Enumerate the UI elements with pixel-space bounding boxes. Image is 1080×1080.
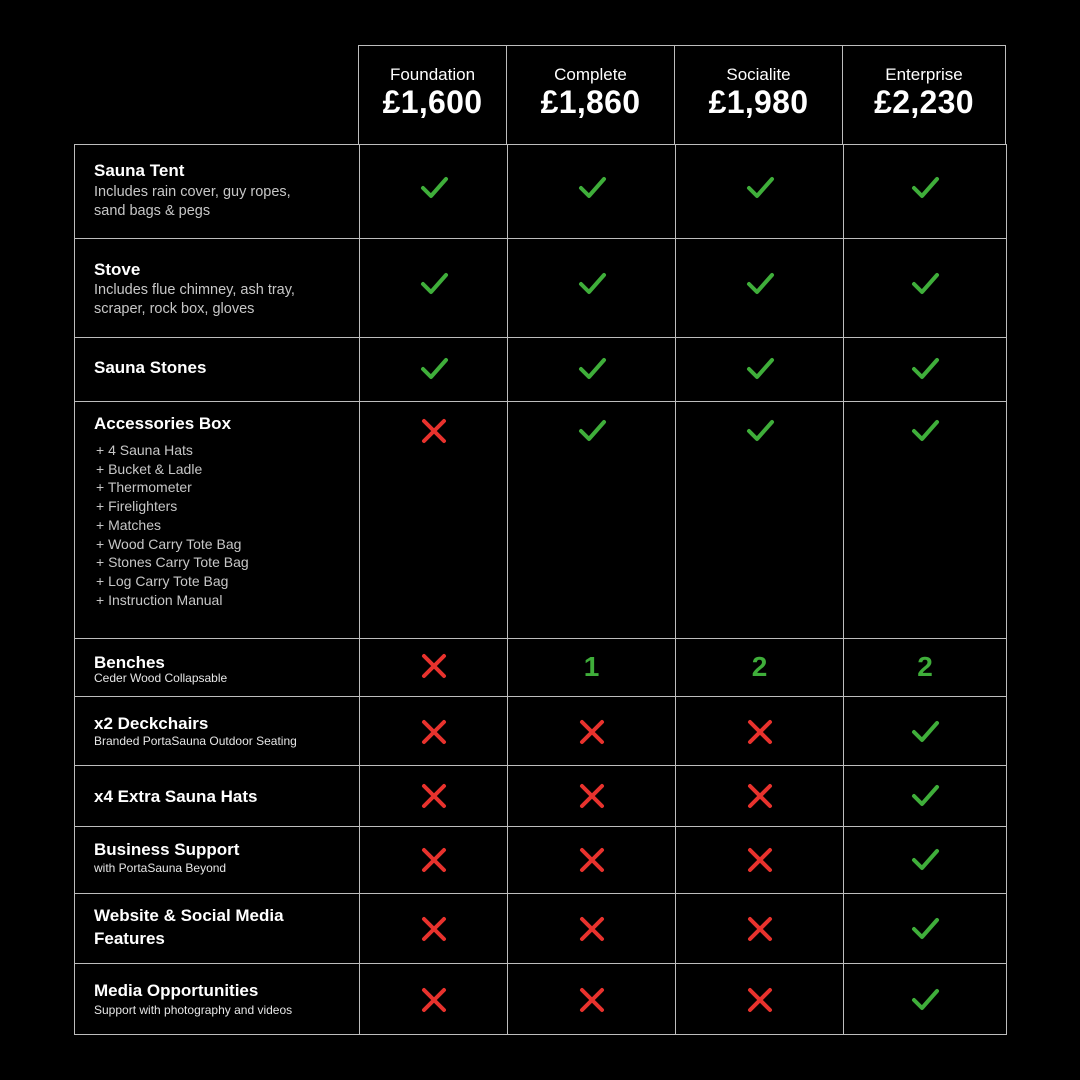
cross-icon: [419, 418, 449, 444]
cross-icon: [419, 783, 449, 809]
cross-icon: [577, 987, 607, 1013]
value-cell: [360, 964, 508, 1035]
list-item: + Matches: [96, 516, 161, 533]
value-cell: [676, 766, 844, 827]
cross-icon: [419, 719, 449, 745]
cross-icon: [745, 783, 775, 809]
value-cell: [508, 697, 676, 766]
cross-icon: [577, 783, 607, 809]
check-icon: [745, 418, 775, 444]
cross-icon: [419, 987, 449, 1013]
feature-subtitle: Branded PortaSauna Outdoor Seating: [94, 734, 297, 748]
value-cell: [844, 239, 1007, 338]
value-cell: [508, 639, 676, 697]
value-cell: [676, 639, 844, 697]
check-icon: [419, 175, 449, 201]
feature-label-cell: [75, 402, 360, 639]
cross-icon: [745, 916, 775, 942]
table-row: [75, 964, 1007, 1035]
value-cell: [360, 145, 508, 239]
feature-title: Accessories Box: [94, 414, 232, 433]
tier-price: £1,980: [708, 84, 809, 120]
feature-title: Benches: [94, 653, 165, 672]
check-icon: [910, 356, 940, 382]
cross-icon: [419, 653, 449, 679]
feature-comparison-table: [74, 144, 1007, 1035]
check-icon: [577, 418, 607, 444]
value-cell: [360, 766, 508, 827]
value-cell: [676, 827, 844, 894]
check-icon: [910, 847, 940, 873]
feature-subtitle: Includes rain cover, guy ropes, sand bags & pegs: [94, 184, 291, 219]
check-icon: [910, 783, 940, 809]
check-icon: [910, 719, 940, 745]
value-cell: [508, 766, 676, 827]
cross-icon: [577, 916, 607, 942]
tier-name: Socialite: [726, 65, 791, 84]
table-row: [75, 239, 1007, 338]
value-cell: [676, 338, 844, 402]
check-icon: [745, 175, 775, 201]
table-row: [75, 894, 1007, 964]
tier-price: £1,600: [382, 84, 483, 120]
feature-title: Media Opportunities: [94, 981, 259, 1000]
list-item: + Wood Carry Tote Bag: [96, 535, 242, 552]
tier-header-foundation: [358, 45, 507, 144]
feature-label-cell: [75, 697, 360, 766]
tier-price: £1,860: [540, 84, 641, 120]
value-cell: [360, 402, 508, 639]
value-cell: [844, 639, 1007, 697]
tier-header-enterprise: [842, 45, 1006, 144]
value-cell: [360, 338, 508, 402]
table-row: [75, 827, 1007, 894]
list-item: + Log Carry Tote Bag: [96, 572, 229, 589]
check-icon: [910, 987, 940, 1013]
table-row: [75, 766, 1007, 827]
feature-title: x2 Deckchairs: [94, 714, 209, 733]
feature-subtitle: with PortaSauna Beyond: [94, 861, 227, 875]
check-icon: [910, 916, 940, 942]
check-icon: [419, 356, 449, 382]
feature-title: Website & Social Media: [94, 906, 284, 925]
feature-label-cell: [75, 894, 360, 964]
value-cell: [508, 338, 676, 402]
feature-title: Business Support: [94, 840, 240, 859]
value-cell: [508, 827, 676, 894]
tier-name: Foundation: [389, 65, 476, 84]
list-item: + Stones Carry Tote Bag: [96, 554, 249, 571]
table-row: [75, 402, 1007, 639]
value-cell: [844, 402, 1007, 639]
feature-subtitle: Support with photography and videos: [94, 1003, 293, 1017]
tier-header-complete: [506, 45, 675, 144]
table-row: [75, 338, 1007, 402]
tier-price: £2,230: [874, 84, 974, 120]
tier-name: Complete: [554, 65, 627, 84]
check-icon: [577, 175, 607, 201]
value-cell: [508, 964, 676, 1035]
list-item: + 4 Sauna Hats: [96, 442, 193, 458]
check-icon: [577, 271, 607, 297]
value-cell: [844, 338, 1007, 402]
value-cell: [844, 827, 1007, 894]
cross-icon: [745, 987, 775, 1013]
list-item: + Firelighters: [96, 498, 178, 515]
value-cell: [508, 145, 676, 239]
value-cell: [508, 402, 676, 639]
bench-count: 2: [751, 651, 768, 682]
value-cell: [844, 766, 1007, 827]
value-cell: [508, 894, 676, 964]
cross-icon: [745, 847, 775, 873]
feature-label-cell: [75, 766, 360, 827]
value-cell: [360, 894, 508, 964]
check-icon: [745, 356, 775, 382]
table-row: [75, 697, 1007, 766]
feature-label-cell: [75, 639, 360, 697]
feature-label-cell: [75, 145, 360, 239]
tier-header-socialite: [674, 45, 843, 144]
feature-title: Sauna Tent: [94, 161, 185, 180]
feature-label-cell: [75, 964, 360, 1035]
feature-subtitle: Ceder Wood Collapsable: [94, 671, 228, 685]
check-icon: [910, 271, 940, 297]
cross-icon: [745, 719, 775, 745]
value-cell: [676, 894, 844, 964]
value-cell: [676, 239, 844, 338]
value-cell: [844, 145, 1007, 239]
cross-icon: [419, 847, 449, 873]
value-cell: [844, 964, 1007, 1035]
value-cell: [676, 697, 844, 766]
cross-icon: [577, 719, 607, 745]
value-cell: [360, 639, 508, 697]
feature-title: Sauna Stones: [94, 358, 207, 377]
check-icon: [910, 418, 940, 444]
check-icon: [577, 356, 607, 382]
feature-title: x4 Extra Sauna Hats: [94, 787, 258, 806]
value-cell: [676, 145, 844, 239]
feature-title: Stove: [94, 260, 141, 279]
tier-name: Enterprise: [885, 65, 963, 84]
feature-label-cell: [75, 239, 360, 338]
feature-title-line2: Features: [94, 929, 165, 948]
value-cell: [844, 697, 1007, 766]
cross-icon: [577, 847, 607, 873]
value-cell: [360, 239, 508, 338]
value-cell: [360, 827, 508, 894]
bench-count: 1: [583, 651, 600, 682]
feature-label-cell: [75, 338, 360, 402]
check-icon: [745, 271, 775, 297]
accessories-list: [96, 441, 249, 609]
table-row: [75, 145, 1007, 239]
list-item: + Instruction Manual: [96, 591, 223, 608]
feature-subtitle: Includes flue chimney, ash tray, scraper, rock box, gloves: [94, 282, 295, 317]
value-cell: [508, 239, 676, 338]
list-item: + Thermometer: [96, 479, 192, 496]
value-cell: [676, 402, 844, 639]
feature-label-cell: [75, 827, 360, 894]
value-cell: [676, 964, 844, 1035]
value-cell: [844, 894, 1007, 964]
value-cell: [360, 697, 508, 766]
list-item: + Bucket & Ladle: [96, 460, 203, 477]
bench-count: 2: [917, 651, 933, 682]
table-row: [75, 639, 1007, 697]
check-icon: [910, 175, 940, 201]
cross-icon: [419, 916, 449, 942]
check-icon: [419, 271, 449, 297]
